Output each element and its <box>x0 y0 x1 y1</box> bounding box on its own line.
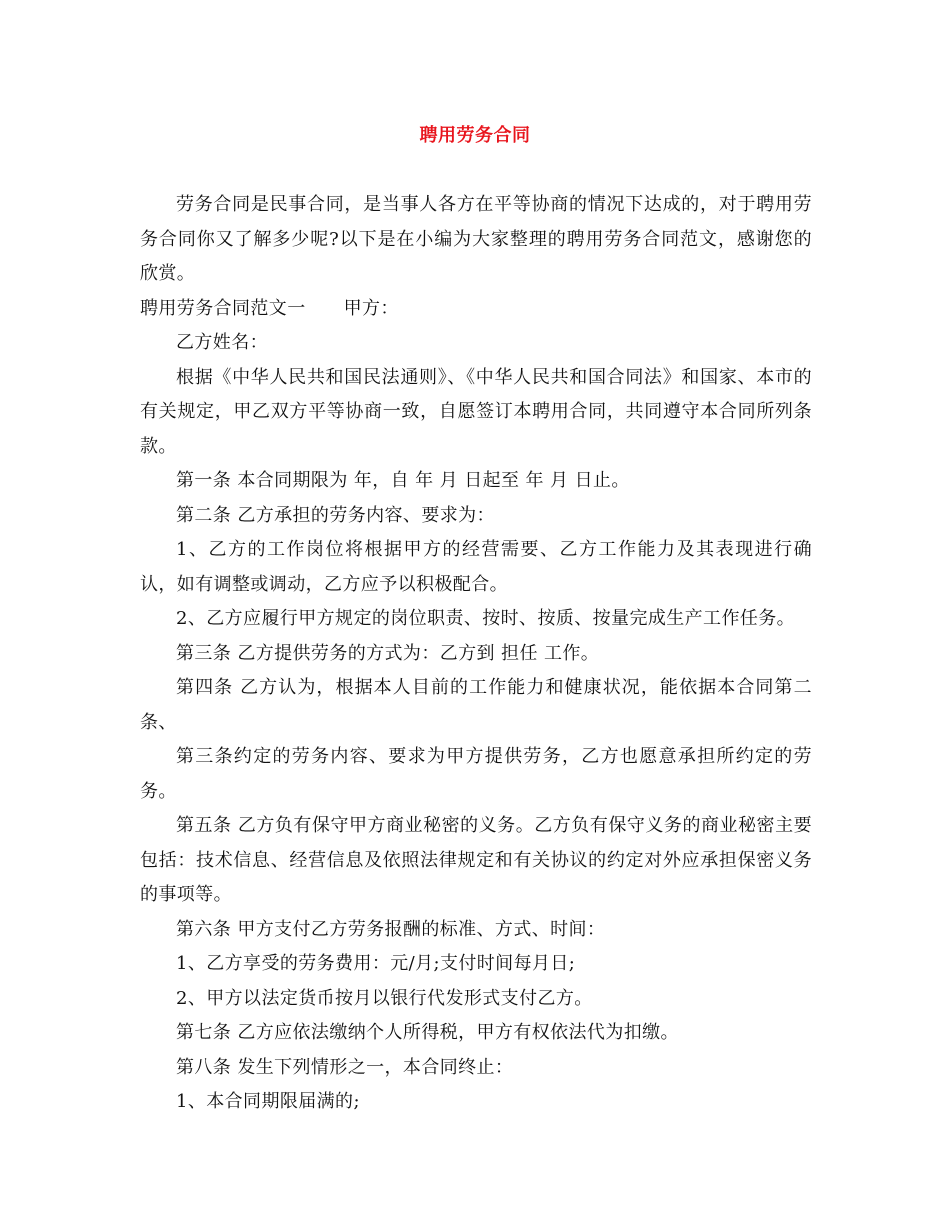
paragraph-article-2-item-2: 2、乙方应履行甲方规定的岗位职责、按时、按质、按量完成生产工作任务。 <box>176 608 796 629</box>
paragraph-basis: 根据《中华人民共和国民法通则》、《中华人民共和国合同法》和国家、本市的有关规定，甲乙双方平等协商一致，自愿签订本聘用合同，共同遵守本合同所列条款。 <box>140 366 812 457</box>
document-title: 聘用劳务合同 <box>419 125 531 146</box>
paragraph-intro: 劳务合同是民事合同，是当事人各方在平等协商的情况下达成的，对于聘用劳务合同你又了解多少呢?以下是在小编为大家整理的聘用劳务合同范文，感谢您的欣赏。 <box>140 194 812 284</box>
paragraph-article-8-item-1: 1、本合同期限届满的; <box>176 1091 360 1112</box>
paragraph-article-4: 第四条 乙方认为，根据本人目前的工作能力和健康状况，能依据本合同第二条、 <box>140 677 812 733</box>
document-body <box>140 188 812 1120</box>
paragraph-article-6-item-1: 1、乙方享受的劳务费用：元/月;支付时间每月日; <box>176 953 576 974</box>
paragraph-article-5: 第五条 乙方负有保守甲方商业秘密的义务。乙方负有保守义务的商业秘密主要包括：技术信息、经营信息及依照法律规定和有关协议的约定对外应承担保密义务的事项等。 <box>140 815 812 905</box>
paragraph-article-2: 第二条 乙方承担的劳务内容、要求为： <box>176 504 495 526</box>
paragraph-article-2-item-1: 1、乙方的工作岗位将根据甲方的经营需要、乙方工作能力及其表现进行确认，如有调整或调动，乙方应予以积极配合。 <box>140 539 812 595</box>
paragraph-article-3: 第三条 乙方提供劳务的方式为：乙方到 担任 工作。 <box>176 642 600 664</box>
paragraph-article-6-item-2: 2、甲方以法定货币按月以银行代发形式支付乙方。 <box>176 987 593 1009</box>
paragraph-article-8: 第八条 发生下列情形之一，本合同终止： <box>176 1056 514 1078</box>
paragraph-sample-heading <box>140 292 812 327</box>
paragraph-article-6: 第六条 甲方支付乙方劳务报酬的标准、方式、时间： <box>176 918 606 940</box>
sample-heading-text: 聘用劳务合同范文一 <box>140 297 306 319</box>
paragraph-article-7: 第七条 乙方应依法缴纳个人所得税，甲方有权依法代为扣缴。 <box>176 1022 679 1043</box>
paragraph-article-1: 第一条 本合同期限为 年，自 年 月 日起至 年 月 日止。 <box>176 470 630 491</box>
party-a-label: 甲方： <box>343 297 399 319</box>
paragraph-party-b: 乙方姓名： <box>176 332 268 353</box>
paragraph-article-4-cont: 第三条约定的劳务内容、要求为甲方提供劳务，乙方也愿意承担所约定的劳务。 <box>140 746 812 802</box>
